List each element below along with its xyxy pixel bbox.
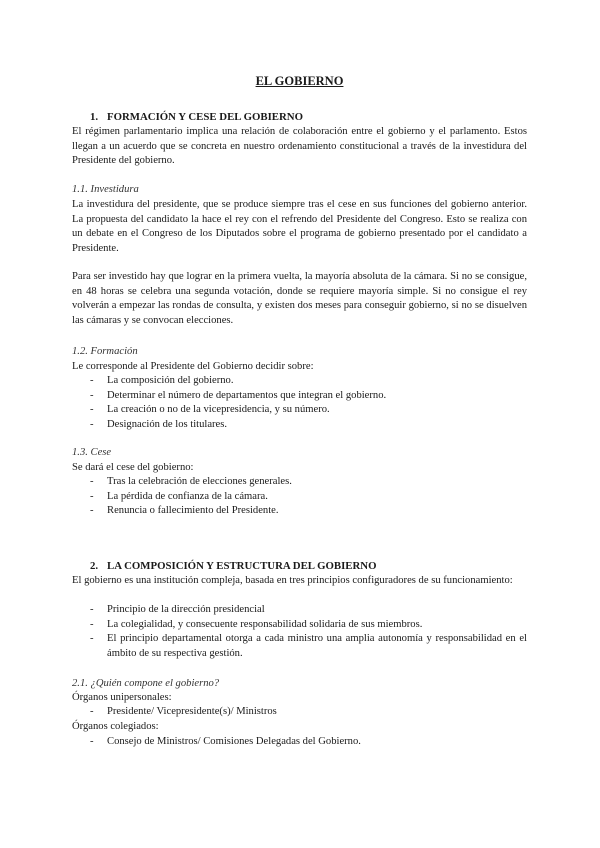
collegiate-organs-label: Órganos colegiados: xyxy=(72,721,159,732)
section-1-title: FORMACIÓN Y CESE DEL GOBIERNO xyxy=(107,111,303,123)
section-2-number: 2. xyxy=(90,560,99,572)
list-item: - El principio departamental otorga a cada ministro una amplia autonomía y responsabilidad en el ámbito de su respectiva gestión. xyxy=(72,632,527,661)
subsection-1-3-intro: Se dará el cese del gobierno: xyxy=(72,462,194,473)
list-item: - La pérdida de confianza de la cámara. xyxy=(72,490,527,505)
section-1-number: 1. xyxy=(90,111,99,123)
collegiate-organs-list xyxy=(72,735,527,750)
subsection-1-1-heading: 1.1. Investidura xyxy=(72,184,139,195)
subsection-1-2-list xyxy=(72,374,527,432)
subsection-2-1-heading: 2.1. ¿Quién compone el gobierno? xyxy=(72,678,220,689)
list-item: - Determinar el número de departamentos que integran el gobierno. xyxy=(72,389,527,404)
list-item: - La composición del gobierno. xyxy=(72,374,527,389)
section-2-heading xyxy=(90,559,376,574)
subsection-1-3-list xyxy=(72,475,527,519)
list-item: - Presidente/ Vicepresidente(s)/ Ministros xyxy=(72,705,527,720)
list-item: - Designación de los titulares. xyxy=(72,418,527,433)
subsection-1-1-paragraph-1: La investidura del presidente, que se produce siempre tras el cese en sus funciones del gobierno anterior. La propuesta del candidato la hace el rey con el refrendo del Presidente del Congreso. Esto se realiza con un debate en el Congreso de los Diputados sobre el programa de gobierno presentado por el candidato a Presidente. xyxy=(72,199,527,254)
section-2-intro: El gobierno es una institución compleja, basada en tres principios configuradores de su funcionamiento: xyxy=(72,575,513,586)
section-1-heading xyxy=(90,110,303,125)
subsection-1-2-intro: Le corresponde al Presidente del Gobierno decidir sobre: xyxy=(72,361,314,372)
subsection-1-1-paragraph-2: Para ser investido hay que lograr en la primera vuelta, la mayoría absoluta de la cámara. Si no se consigue, en 48 horas se celebra una segunda votación, donde se requiere mayoría simple. Si no consigue el rey volverán a empezar las rondas de consulta, y existen dos meses para conseguir gobierno, si no se disuelven las cámaras y se convocan elecciones. xyxy=(72,271,527,326)
unipersonal-organs-list xyxy=(72,705,527,720)
section-2-title: LA COMPOSICIÓN Y ESTRUCTURA DEL GOBIERNO xyxy=(107,560,377,572)
list-item: - Consejo de Ministros/ Comisiones Delegadas del Gobierno. xyxy=(72,735,527,750)
subsection-1-2-heading: 1.2. Formación xyxy=(72,346,138,357)
unipersonal-organs-label: Órganos unipersonales: xyxy=(72,692,172,703)
list-item: - La colegialidad, y consecuente responsabilidad solidaria de sus miembros. xyxy=(72,618,527,633)
list-item: - La creación o no de la vicepresidencia, y su número. xyxy=(72,403,527,418)
subsection-1-3-heading: 1.3. Cese xyxy=(72,447,112,458)
list-item: - Renuncia o fallecimiento del Presidente. xyxy=(72,504,527,519)
section-2-list xyxy=(72,603,527,661)
section-1-intro: El régimen parlamentario implica una relación de colaboración entre el gobierno y el parlamento. Estos llegan a un acuerdo que se concreta en nuestro ordenamiento constitucional a través de la investidura del Presidente del gobierno. xyxy=(72,126,527,167)
list-item: - Principio de la dirección presidencial xyxy=(72,603,527,618)
document-title: EL GOBIERNO xyxy=(255,74,344,88)
list-item: - Tras la celebración de elecciones generales. xyxy=(72,475,527,490)
